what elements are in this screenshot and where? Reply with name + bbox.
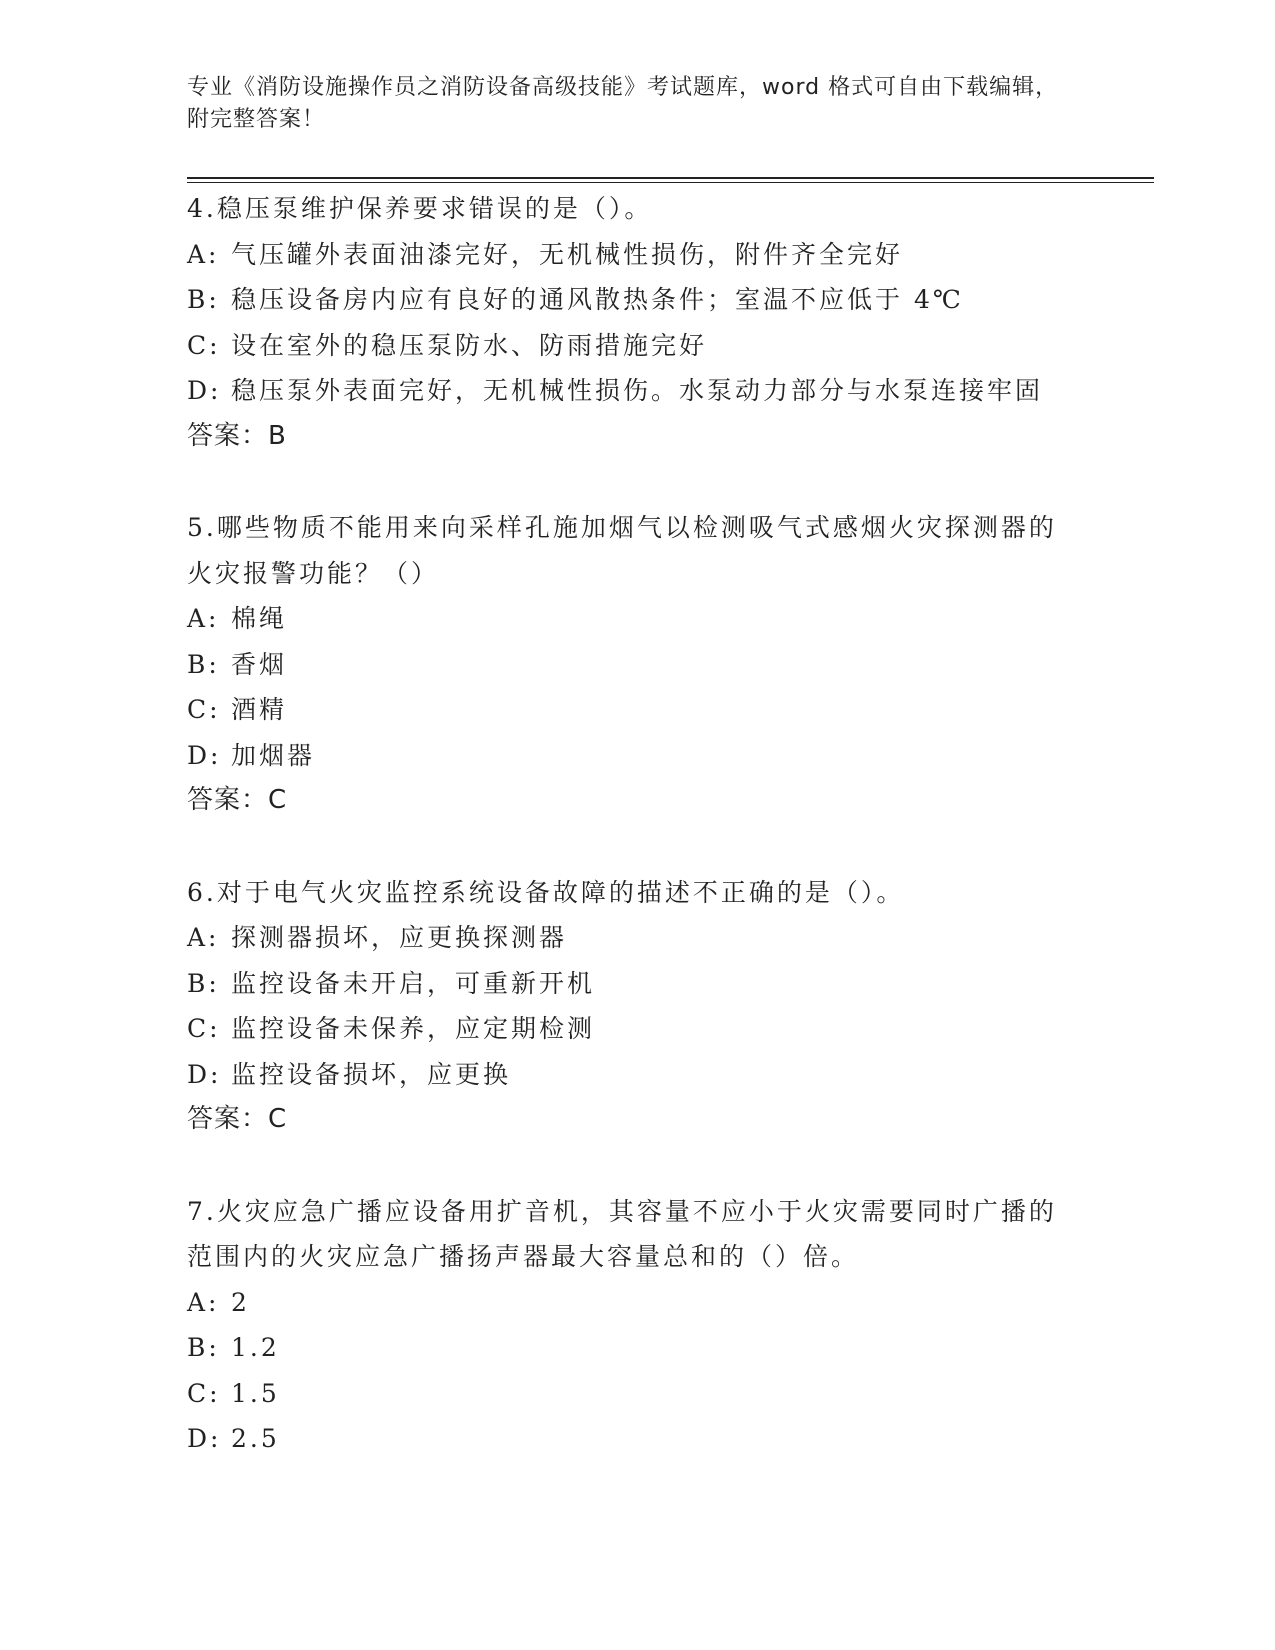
option-row xyxy=(187,323,1087,369)
option-text: 棉绳 xyxy=(231,604,288,633)
option-row xyxy=(187,232,1087,278)
header-divider-thin xyxy=(187,182,1154,183)
option-label: B: xyxy=(187,968,220,998)
option-row xyxy=(187,915,1087,961)
option-label: A: xyxy=(187,239,220,269)
option-text: 气压罐外表面油漆完好，无机械性损伤，附件齐全完好 xyxy=(231,239,904,269)
option-text: 酒精 xyxy=(231,695,288,724)
option-row xyxy=(187,1416,1087,1462)
option-row xyxy=(187,596,1087,642)
option-label: D: xyxy=(187,740,222,770)
question-stem: 5.哪些物质不能用来向采样孔施加烟气以检测吸气式感烟火灾探测器的火灾报警功能？（） xyxy=(187,513,1057,588)
option-row xyxy=(187,1371,1087,1417)
option-label: A: xyxy=(187,1287,220,1317)
option-label: A: xyxy=(187,604,220,633)
option-text: 2 xyxy=(231,1287,250,1317)
option-label: C: xyxy=(187,330,221,360)
option-text: 监控设备未开启，可重新开机 xyxy=(231,968,596,998)
question-stem: 7.火灾应急广播应设备用扩音机，其容量不应小于火灾需要同时广播的范围内的火灾应急广播扬声器最大容量总和的（）倍。 xyxy=(187,1196,1057,1271)
option-row xyxy=(187,1052,1087,1098)
question-list xyxy=(187,186,1087,1508)
option-row xyxy=(187,733,1087,779)
option-text: 加烟器 xyxy=(231,740,316,770)
option-text: 监控设备损坏，应更换 xyxy=(231,1059,512,1089)
option-label: B: xyxy=(187,285,220,314)
option-row xyxy=(187,1006,1087,1052)
answer-line: 答案：C xyxy=(187,1104,288,1134)
question-item xyxy=(187,1189,1087,1462)
question-stem: 6.对于电气火灾监控系统设备故障的描述不正确的是（）。 xyxy=(187,877,905,907)
question-stem: 4.稳压泵维护保养要求错误的是（）。 xyxy=(187,194,653,223)
header-intro-text: 专业《消防设施操作员之消防设备高级技能》考试题库，word 格式可自由下载编辑，附完整答案！ xyxy=(187,75,1059,132)
option-text: 1.2 xyxy=(231,1333,280,1362)
question-item xyxy=(187,186,1087,459)
option-row xyxy=(187,368,1087,414)
question-item xyxy=(187,505,1087,824)
option-row xyxy=(187,961,1087,1007)
option-label: D: xyxy=(187,376,222,405)
option-row xyxy=(187,1325,1087,1371)
option-row xyxy=(187,277,1087,323)
option-row xyxy=(187,1280,1087,1326)
question-item xyxy=(187,870,1087,1143)
option-label: C: xyxy=(187,1378,221,1408)
option-text: 1.5 xyxy=(231,1378,280,1408)
option-label: A: xyxy=(187,923,220,952)
option-text: 2.5 xyxy=(231,1424,280,1453)
option-label: D: xyxy=(187,1059,222,1089)
header-divider-thick xyxy=(187,177,1154,179)
option-text: 监控设备未保养，应定期检测 xyxy=(231,1014,596,1043)
option-label: D: xyxy=(187,1424,222,1453)
answer-line: 答案：B xyxy=(187,420,287,451)
option-text: 稳压泵外表面完好，无机械性损伤。水泵动力部分与水泵连接牢固 xyxy=(231,376,1044,405)
option-label: B: xyxy=(187,649,220,679)
option-label: C: xyxy=(187,695,221,724)
option-text: 香烟 xyxy=(231,649,288,679)
option-label: C: xyxy=(187,1014,221,1043)
answer-line: 答案：C xyxy=(187,785,288,815)
option-row xyxy=(187,687,1087,733)
option-label: B: xyxy=(187,1333,220,1362)
document-header xyxy=(187,72,1067,136)
option-text: 探测器损坏，应更换探测器 xyxy=(231,923,568,952)
option-text: 设在室外的稳压泵防水、防雨措施完好 xyxy=(231,330,708,360)
option-text: 稳压设备房内应有良好的通风散热条件；室温不应低于 4℃ xyxy=(231,285,964,314)
option-row xyxy=(187,642,1087,688)
